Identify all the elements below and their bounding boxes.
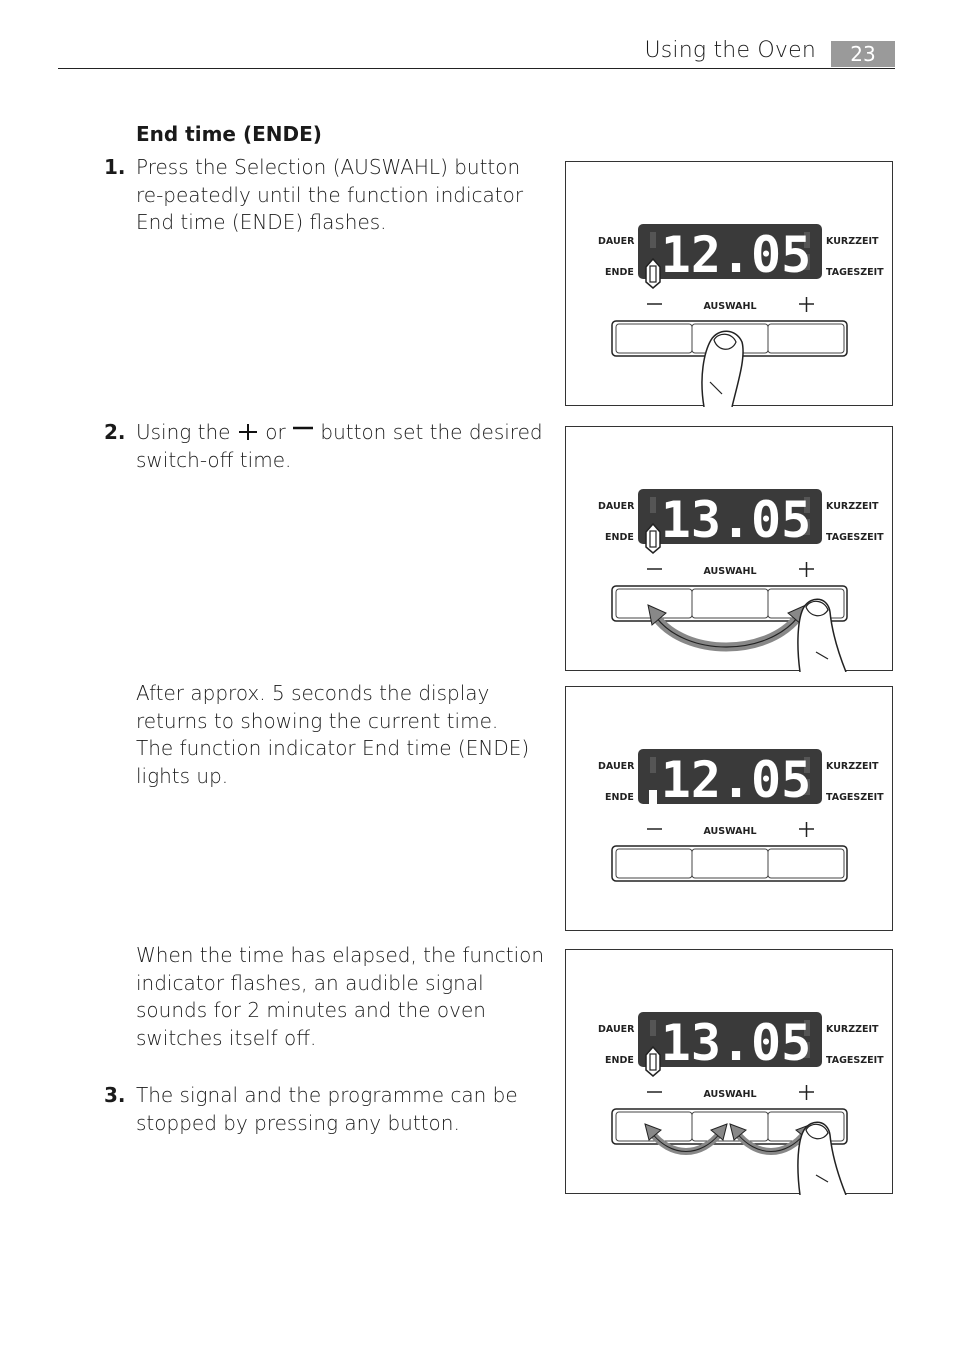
label-tageszeit: TAGESZEIT xyxy=(826,532,884,543)
label-tageszeit: TAGESZEIT xyxy=(826,1055,884,1066)
plus-icon xyxy=(799,822,814,837)
minus-icon xyxy=(292,422,314,442)
oven-panel-4 xyxy=(565,949,893,1194)
display-time: 13.05 xyxy=(660,1014,812,1072)
label-kurzzeit: KURZZEIT xyxy=(826,501,879,512)
label-auswahl: AUSWAHL xyxy=(703,301,757,312)
panel-illustration xyxy=(566,162,894,407)
ende-indicator-lit xyxy=(649,790,657,806)
panel-illustration xyxy=(566,687,894,932)
auswahl-button[interactable] xyxy=(692,589,768,618)
label-dauer: DAUER xyxy=(598,761,635,772)
display-time: 13.05 xyxy=(660,491,812,549)
label-dauer: DAUER xyxy=(598,501,635,512)
auswahl-button[interactable] xyxy=(692,1112,768,1141)
display-segment xyxy=(650,497,656,513)
note-elapsed: When the time has elapsed, the function indicator flashes, an audible signal sounds for 2 minutes and the oven switches itself off. xyxy=(136,943,545,1050)
auswahl-button[interactable] xyxy=(692,849,768,878)
display-time: 12.05 xyxy=(660,226,812,284)
label-dauer: DAUER xyxy=(598,236,635,247)
label-dauer: DAUER xyxy=(598,1024,635,1035)
label-ende: ENDE xyxy=(605,1055,634,1066)
label-ende: ENDE xyxy=(605,792,634,803)
plus-icon xyxy=(799,562,814,577)
label-auswahl: AUSWAHL xyxy=(703,826,757,837)
display-segment xyxy=(650,1020,656,1036)
label-kurzzeit: KURZZEIT xyxy=(826,236,879,247)
oven-panel-2 xyxy=(565,426,893,671)
step-text-2 xyxy=(136,419,548,474)
label-kurzzeit: KURZZEIT xyxy=(826,1024,879,1035)
oven-panel-1 xyxy=(565,161,893,406)
page-number-badge: 23 xyxy=(831,41,895,67)
label-auswahl: AUSWAHL xyxy=(703,1089,757,1100)
display-time: 12.05 xyxy=(660,751,812,809)
step-number-3: 3. xyxy=(104,1083,126,1107)
step-2-text-after: button set the desired switch-off time. xyxy=(136,420,543,472)
label-ende: ENDE xyxy=(605,267,634,278)
oven-panel-3 xyxy=(565,686,893,931)
note-after-seconds-line2: The function indicator End time (ENDE) lights up. xyxy=(136,736,530,788)
step-text-1: Press the Selection (AUSWAHL) button re-peatedly until the function indicator End time (ENDE) flashes. xyxy=(136,155,524,234)
label-auswahl: AUSWAHL xyxy=(703,566,757,577)
note-after-seconds xyxy=(136,680,548,790)
page-header-title: Using the Oven xyxy=(644,38,816,63)
section-heading: End time (ENDE) xyxy=(136,122,322,146)
plus-button[interactable] xyxy=(768,324,844,353)
plus-icon xyxy=(799,1085,814,1100)
panel-illustration xyxy=(566,950,894,1195)
step-number-2: 2. xyxy=(104,420,126,444)
display-segment xyxy=(650,757,656,773)
panel-illustration xyxy=(566,427,894,672)
minus-button[interactable] xyxy=(616,324,692,353)
label-kurzzeit: KURZZEIT xyxy=(826,761,879,772)
step-text-3: The signal and the programme can be stopped by pressing any button. xyxy=(136,1083,518,1135)
label-tageszeit: TAGESZEIT xyxy=(826,267,884,278)
page-header-rule xyxy=(58,68,895,69)
note-after-seconds-line1: After approx. 5 seconds the display returns to showing the current time. xyxy=(136,681,499,733)
step-2-text-before: Using the xyxy=(136,420,231,444)
plus-icon xyxy=(799,297,814,312)
step-number-1: 1. xyxy=(104,155,126,179)
step-2-text-or: or xyxy=(265,420,286,444)
label-ende: ENDE xyxy=(605,532,634,543)
display-segment xyxy=(650,232,656,248)
plus-button[interactable] xyxy=(768,849,844,878)
label-tageszeit: TAGESZEIT xyxy=(826,792,884,803)
minus-button[interactable] xyxy=(616,849,692,878)
plus-icon xyxy=(237,422,259,442)
